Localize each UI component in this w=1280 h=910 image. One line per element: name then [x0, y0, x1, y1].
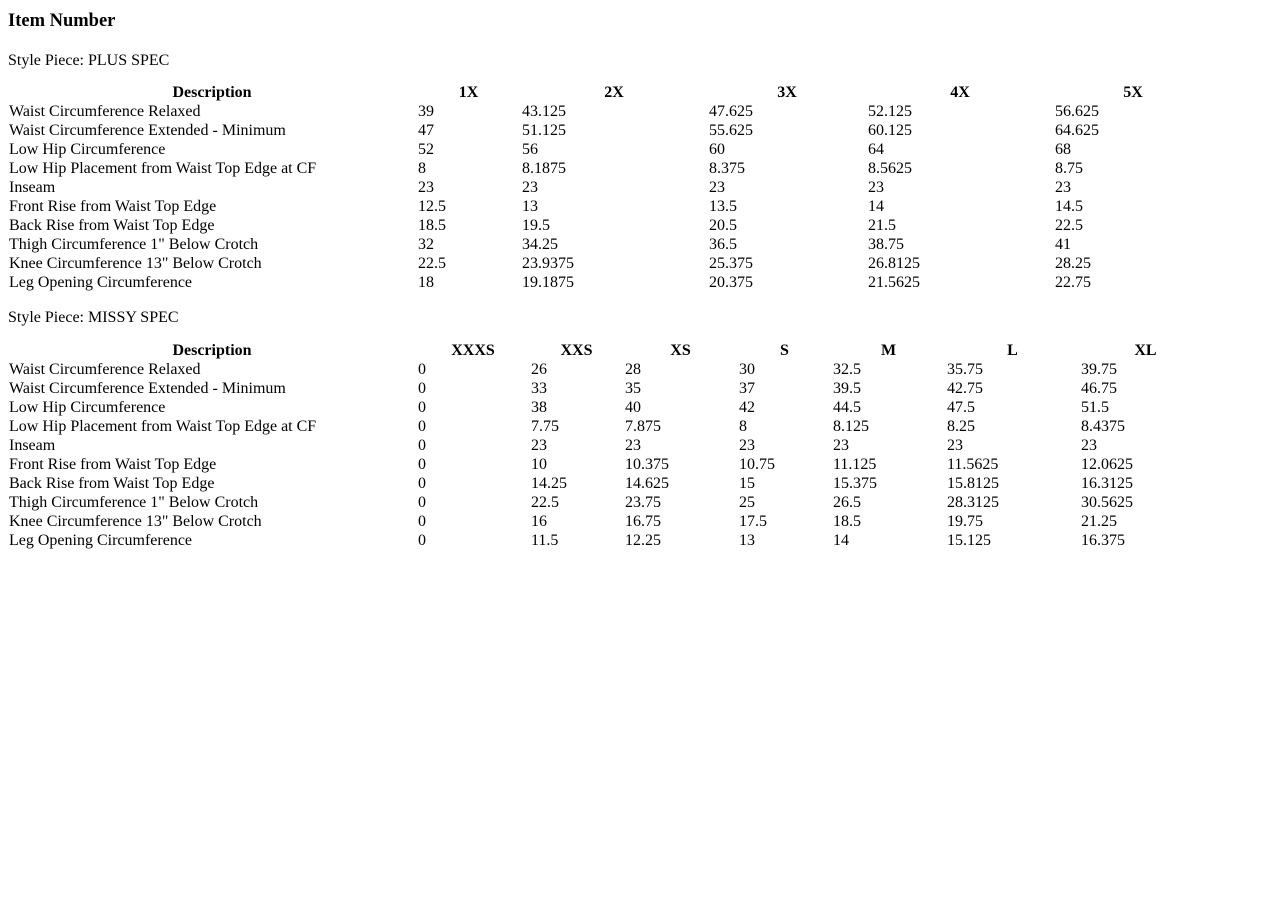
measurement-value-cell: 26: [531, 360, 547, 378]
table-row: [8, 513, 1211, 531]
measurement-value-cell: 23: [709, 179, 725, 197]
measurement-description-cell: Back Rise from Waist Top Edge: [9, 217, 215, 235]
measurement-value-cell: 16: [531, 512, 547, 530]
measurement-description-cell: Knee Circumference 13" Below Crotch: [9, 255, 262, 273]
table-row: [8, 456, 1211, 474]
measurement-value-cell: 17.5: [739, 512, 767, 530]
measurement-value-cell: 23.75: [625, 493, 661, 511]
measurement-value-cell: 11.5625: [947, 455, 999, 473]
measurement-value-cell: 14: [833, 531, 849, 549]
measurement-value-cell: 38.75: [868, 236, 904, 254]
measurement-description-cell: Front Rise from Waist Top Edge: [9, 455, 217, 473]
column-header-size: S: [780, 341, 789, 359]
table-row: [8, 179, 1212, 197]
measurement-value-cell: 56: [522, 141, 538, 159]
table-row: [8, 475, 1211, 493]
measurement-value-cell: 52: [418, 141, 434, 159]
measurement-value-cell: 47.625: [709, 103, 753, 121]
table-row: [8, 217, 1212, 235]
measurement-value-cell: 46.75: [1081, 379, 1117, 397]
measurement-description-cell: Front Rise from Waist Top Edge: [9, 198, 217, 216]
measurement-value-cell: 23: [531, 436, 547, 454]
measurement-description-cell: Thigh Circumference 1" Below Crotch: [9, 236, 259, 254]
measurement-description-cell: Leg Opening Circumference: [9, 274, 193, 292]
measurement-value-cell: 21.5: [868, 217, 896, 235]
measurement-value-cell: 0: [418, 398, 426, 416]
measurement-value-cell: 33: [531, 379, 547, 397]
measurement-value-cell: 15.8125: [947, 474, 999, 492]
column-header-description: Description: [172, 341, 252, 359]
measurement-value-cell: 28: [625, 360, 641, 378]
missy-spec-table: [7, 341, 1212, 551]
measurement-value-cell: 52.125: [868, 103, 912, 121]
measurement-value-cell: 0: [418, 455, 426, 473]
measurement-value-cell: 10.75: [739, 455, 775, 473]
table-row: [8, 141, 1212, 159]
measurement-value-cell: 8.75: [1055, 160, 1083, 178]
measurement-value-cell: 23.9375: [522, 255, 574, 273]
missy-spec-table-body: [8, 361, 1211, 550]
column-header-size: XXXS: [451, 341, 495, 359]
measurement-description-cell: Low Hip Circumference: [9, 398, 166, 416]
measurement-value-cell: 12.5: [418, 198, 446, 216]
page-title: Item Number: [8, 11, 116, 31]
measurement-value-cell: 56.625: [1055, 103, 1099, 121]
measurement-value-cell: 40: [625, 398, 641, 416]
measurement-value-cell: 64: [868, 141, 884, 159]
measurement-value-cell: 68: [1055, 141, 1071, 159]
measurement-value-cell: 16.3125: [1081, 474, 1133, 492]
measurement-description-cell: Waist Circumference Extended - Minimum: [9, 379, 286, 397]
measurement-value-cell: 23: [868, 179, 884, 197]
measurement-value-cell: 0: [418, 417, 426, 435]
measurement-value-cell: 23: [1055, 179, 1071, 197]
measurement-value-cell: 19.75: [947, 512, 983, 530]
measurement-value-cell: 15: [739, 474, 755, 492]
measurement-value-cell: 22.75: [1055, 274, 1091, 292]
measurement-value-cell: 25.375: [709, 255, 753, 273]
measurement-value-cell: 35: [625, 379, 641, 397]
measurement-value-cell: 8.125: [833, 417, 869, 435]
table-row: [8, 198, 1212, 216]
measurement-value-cell: 34.25: [522, 236, 558, 254]
measurement-value-cell: 25: [739, 493, 755, 511]
measurement-value-cell: 8: [739, 417, 747, 435]
measurement-value-cell: 14.625: [625, 474, 669, 492]
measurement-value-cell: 11.5: [531, 531, 559, 549]
measurement-value-cell: 13.5: [709, 198, 737, 216]
column-header-description: Description: [172, 84, 252, 102]
column-header-size: M: [880, 341, 897, 359]
measurement-value-cell: 22.5: [1055, 217, 1083, 235]
measurement-value-cell: 14: [868, 198, 884, 216]
measurement-value-cell: 7.875: [625, 417, 661, 435]
measurement-value-cell: 37: [739, 379, 755, 397]
measurement-value-cell: 47: [418, 122, 434, 140]
measurement-value-cell: 10.375: [625, 455, 669, 473]
column-header-size: L: [1007, 341, 1018, 359]
measurement-value-cell: 12.0625: [1081, 455, 1133, 473]
table-row: [8, 380, 1211, 398]
measurement-value-cell: 60: [709, 141, 725, 159]
measurement-value-cell: 23: [947, 436, 963, 454]
measurement-description-cell: Low Hip Circumference: [9, 141, 166, 159]
measurement-description-cell: Leg Opening Circumference: [9, 531, 193, 549]
table-row: [8, 399, 1211, 417]
plus-spec-table: [7, 83, 1213, 293]
column-header-size: 4X: [950, 84, 970, 102]
measurement-value-cell: 39.5: [833, 379, 861, 397]
measurement-value-cell: 7.75: [531, 417, 559, 435]
measurement-description-cell: Inseam: [9, 436, 56, 454]
measurement-value-cell: 16.375: [1081, 531, 1125, 549]
table-row: [8, 532, 1211, 550]
measurement-value-cell: 8.5625: [868, 160, 912, 178]
style-piece-missy-label: Style Piece: MISSY SPEC: [8, 309, 179, 327]
measurement-value-cell: 8.1875: [522, 160, 566, 178]
measurement-value-cell: 15.125: [947, 531, 991, 549]
measurement-value-cell: 55.625: [709, 122, 753, 140]
table-header-row: [8, 84, 1212, 102]
measurement-value-cell: 60.125: [868, 122, 912, 140]
table-row: [8, 236, 1212, 254]
measurement-value-cell: 39.75: [1081, 360, 1117, 378]
measurement-value-cell: 51.5: [1081, 398, 1109, 416]
table-row: [8, 361, 1211, 379]
measurement-value-cell: 22.5: [418, 255, 446, 273]
measurement-value-cell: 30.5625: [1081, 493, 1133, 511]
column-header-size: XS: [670, 341, 691, 359]
table-row: [8, 418, 1211, 436]
measurement-value-cell: 23: [625, 436, 641, 454]
measurement-value-cell: 26.8125: [868, 255, 920, 273]
table-row: [8, 122, 1212, 140]
measurement-value-cell: 18.5: [418, 217, 446, 235]
measurement-value-cell: 0: [418, 474, 426, 492]
measurement-value-cell: 8.375: [709, 160, 745, 178]
measurement-value-cell: 22.5: [531, 493, 559, 511]
measurement-value-cell: 21.5625: [868, 274, 920, 292]
measurement-description-cell: Waist Circumference Relaxed: [9, 103, 201, 121]
measurement-value-cell: 30: [739, 360, 755, 378]
column-header-size: XL: [1134, 341, 1157, 359]
measurement-value-cell: 13: [739, 531, 755, 549]
measurement-value-cell: 38: [531, 398, 547, 416]
measurement-description-cell: Low Hip Placement from Waist Top Edge at CF: [9, 417, 317, 435]
measurement-value-cell: 23: [739, 436, 755, 454]
measurement-value-cell: 0: [418, 360, 426, 378]
measurement-value-cell: 26.5: [833, 493, 861, 511]
measurement-value-cell: 19.1875: [522, 274, 574, 292]
measurement-value-cell: 13: [522, 198, 538, 216]
measurement-value-cell: 23: [833, 436, 849, 454]
measurement-value-cell: 21.25: [1081, 512, 1117, 530]
measurement-value-cell: 0: [418, 493, 426, 511]
measurement-description-cell: Back Rise from Waist Top Edge: [9, 474, 215, 492]
measurement-value-cell: 8: [418, 160, 426, 178]
measurement-value-cell: 0: [418, 379, 426, 397]
measurement-value-cell: 15.375: [833, 474, 877, 492]
measurement-value-cell: 8.4375: [1081, 417, 1125, 435]
measurement-description-cell: Knee Circumference 13" Below Crotch: [9, 512, 262, 530]
measurement-value-cell: 10: [531, 455, 547, 473]
table-row: [8, 255, 1212, 273]
table-row: [8, 160, 1212, 178]
measurement-value-cell: 36.5: [709, 236, 737, 254]
measurement-description-cell: Thigh Circumference 1" Below Crotch: [9, 493, 259, 511]
measurement-value-cell: 44.5: [833, 398, 861, 416]
measurement-description-cell: Waist Circumference Extended - Minimum: [9, 122, 286, 140]
table-row: [8, 274, 1212, 292]
table-row: [8, 437, 1211, 455]
column-header-size: 5X: [1123, 84, 1143, 102]
measurement-value-cell: 51.125: [522, 122, 566, 140]
measurement-value-cell: 39: [418, 103, 434, 121]
measurement-value-cell: 0: [418, 512, 426, 530]
measurement-value-cell: 64.625: [1055, 122, 1099, 140]
measurement-value-cell: 23: [522, 179, 538, 197]
plus-spec-table-body: [8, 103, 1212, 292]
measurement-value-cell: 14.5: [1055, 198, 1083, 216]
measurement-value-cell: 8.25: [947, 417, 975, 435]
measurement-value-cell: 41: [1055, 236, 1071, 254]
measurement-value-cell: 35.75: [947, 360, 983, 378]
measurement-value-cell: 43.125: [522, 103, 566, 121]
measurement-value-cell: 18.5: [833, 512, 861, 530]
column-header-size: 3X: [777, 84, 797, 102]
measurement-value-cell: 11.125: [833, 455, 877, 473]
measurement-value-cell: 23: [418, 179, 434, 197]
measurement-description-cell: Low Hip Placement from Waist Top Edge at CF: [9, 160, 317, 178]
table-row: [8, 103, 1212, 121]
column-header-size: 2X: [604, 84, 624, 102]
table-row: [8, 494, 1211, 512]
measurement-value-cell: 18: [418, 274, 434, 292]
measurement-value-cell: 16.75: [625, 512, 661, 530]
measurement-description-cell: Inseam: [9, 179, 56, 197]
measurement-value-cell: 20.5: [709, 217, 737, 235]
measurement-value-cell: 28.3125: [947, 493, 999, 511]
measurement-value-cell: 47.5: [947, 398, 975, 416]
measurement-value-cell: 32: [418, 236, 434, 254]
measurement-value-cell: 42.75: [947, 379, 983, 397]
measurement-description-cell: Waist Circumference Relaxed: [9, 360, 201, 378]
measurement-value-cell: 42: [739, 398, 755, 416]
measurement-value-cell: 14.25: [531, 474, 567, 492]
table-header-row: [8, 342, 1211, 360]
measurement-value-cell: 20.375: [709, 274, 753, 292]
style-piece-plus-label: Style Piece: PLUS SPEC: [8, 52, 170, 70]
measurement-value-cell: 12.25: [625, 531, 661, 549]
measurement-value-cell: 28.25: [1055, 255, 1091, 273]
column-header-size: XXS: [560, 341, 593, 359]
measurement-value-cell: 23: [1081, 436, 1097, 454]
measurement-value-cell: 0: [418, 531, 426, 549]
measurement-value-cell: 19.5: [522, 217, 550, 235]
measurement-value-cell: 0: [418, 436, 426, 454]
measurement-value-cell: 32.5: [833, 360, 861, 378]
column-header-size: 1X: [458, 84, 479, 102]
